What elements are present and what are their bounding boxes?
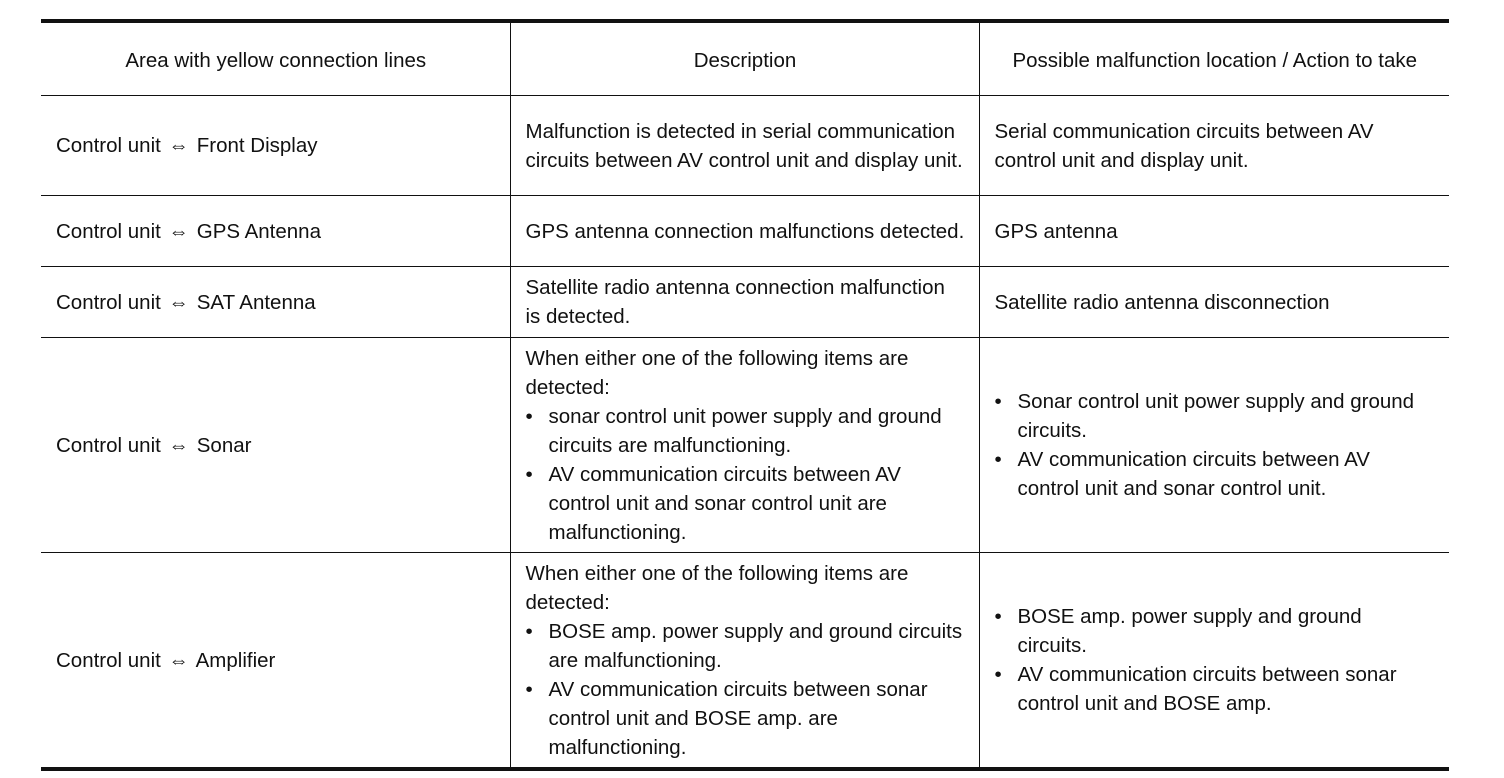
- bidirectional-arrow-icon: ⇔: [168, 648, 190, 672]
- bullet-icon: •: [994, 663, 1002, 686]
- list-item: [526, 460, 965, 547]
- description-cell: [510, 338, 979, 553]
- description-lead: When either one of the following items are detected:: [525, 346, 909, 399]
- table-row: [41, 196, 1449, 267]
- list-item: [526, 402, 965, 460]
- list-item: [526, 675, 965, 762]
- area-cell: [41, 338, 510, 553]
- list-item-text: AV communication circuits between AV control unit and sonar control unit are malfunctioning.: [548, 462, 901, 544]
- bullet-icon: •: [525, 462, 533, 486]
- action-list: [995, 602, 1436, 718]
- list-item-text: Sonar control unit power supply and ground circuits.: [1017, 390, 1415, 442]
- area-right: Amplifier: [195, 648, 276, 672]
- malfunction-table: [41, 19, 1449, 771]
- table-row: [41, 553, 1449, 770]
- bullet-icon: •: [994, 390, 1002, 413]
- bidirectional-arrow-icon: ⇔: [168, 433, 190, 457]
- action-cell: Satellite radio antenna disconnection: [979, 267, 1449, 338]
- area-left: Control unit: [56, 219, 161, 243]
- list-item: [995, 602, 1436, 660]
- description-cell: GPS antenna connection malfunctions detected.: [510, 196, 979, 267]
- action-cell: [979, 338, 1449, 553]
- table-row: [41, 96, 1449, 196]
- list-item-text: BOSE amp. power supply and ground circuits are malfunctioning.: [548, 619, 963, 672]
- header-row: [41, 21, 1449, 96]
- bullet-icon: •: [994, 448, 1002, 471]
- area-right: Front Display: [196, 134, 318, 157]
- area-right: SAT Antenna: [196, 290, 316, 314]
- list-item: [995, 445, 1436, 503]
- bullet-icon: •: [525, 677, 533, 701]
- list-item-text: AV communication circuits between sonar control unit and BOSE amp. are malfunctioning.: [548, 677, 928, 759]
- description-list: [526, 617, 965, 762]
- description-cell: Satellite radio antenna connection malfunction is detected.: [510, 267, 979, 338]
- list-item-text: AV communication circuits between AV control unit and sonar control unit.: [1017, 448, 1370, 500]
- bullet-icon: •: [525, 404, 533, 428]
- area-left: Control unit: [56, 134, 161, 157]
- description-cell: [510, 553, 979, 770]
- list-item: [995, 387, 1436, 445]
- action-cell: [979, 553, 1449, 770]
- list-item: [526, 617, 965, 675]
- area-cell: [41, 553, 510, 770]
- bidirectional-arrow-icon: ⇔: [168, 290, 190, 314]
- header-action: Possible malfunction location / Action to take: [979, 21, 1449, 96]
- action-list: [995, 387, 1436, 503]
- action-cell: Serial communication circuits between AV control unit and display unit.: [979, 96, 1449, 196]
- bidirectional-arrow-icon: ⇔: [168, 134, 190, 157]
- header-description: Description: [510, 21, 979, 96]
- area-left: Control unit: [56, 290, 161, 314]
- bullet-icon: •: [525, 619, 533, 643]
- bullet-icon: •: [994, 605, 1002, 628]
- list-item: [995, 660, 1436, 718]
- description-lead: When either one of the following items are detected:: [525, 561, 909, 614]
- area-left: Control unit: [56, 433, 161, 457]
- area-right: GPS Antenna: [196, 219, 321, 243]
- area-cell: [41, 267, 510, 338]
- list-item-text: AV communication circuits between sonar control unit and BOSE amp.: [1017, 663, 1397, 715]
- bidirectional-arrow-icon: ⇔: [168, 219, 190, 243]
- area-cell: [41, 196, 510, 267]
- header-area: Area with yellow connection lines: [41, 21, 510, 96]
- area-right: Sonar: [196, 433, 252, 457]
- description-cell: Malfunction is detected in serial communication circuits between AV control unit and display unit.: [510, 96, 979, 196]
- action-cell: GPS antenna: [979, 196, 1449, 267]
- area-left: Control unit: [56, 648, 161, 672]
- table-row: [41, 267, 1449, 338]
- list-item-text: BOSE amp. power supply and ground circuits.: [1017, 605, 1362, 657]
- table-row: [41, 338, 1449, 553]
- list-item-text: sonar control unit power supply and ground circuits are malfunctioning.: [548, 404, 942, 457]
- description-list: [526, 402, 965, 547]
- area-cell: [41, 96, 510, 196]
